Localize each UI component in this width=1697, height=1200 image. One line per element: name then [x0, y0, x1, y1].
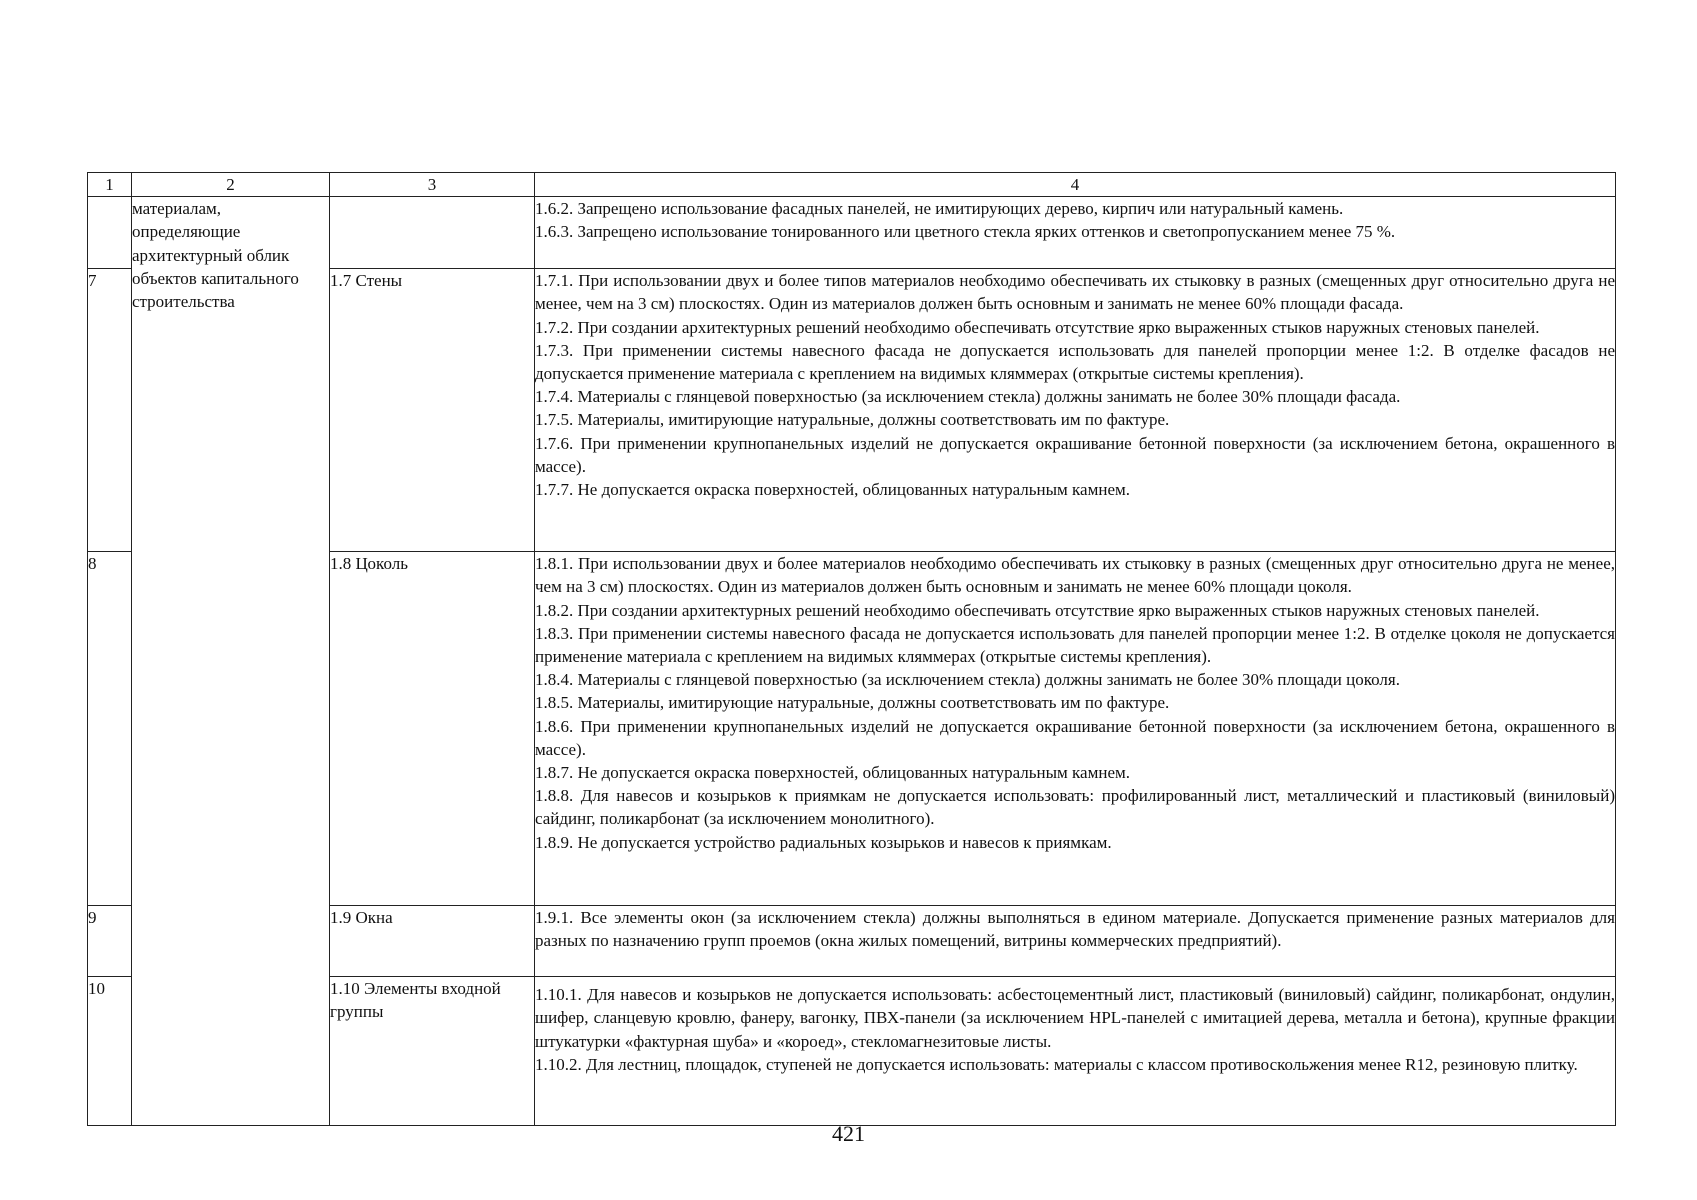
requirement-item: 1.7.5. Материалы, имитирующие натуральные, должны соответствовать им по фактуре. [535, 410, 1170, 430]
row-number: 9 [88, 906, 132, 977]
requirement-item: 1.8.5. Материалы, имитирующие натуральные, должны соответствовать им по фактуре. [535, 693, 1170, 713]
category-cell [132, 197, 330, 1126]
element-name: 1.10 Элементы входной группы [330, 977, 535, 1126]
requirement-item: 1.8.8. Для навесов и козырьков к приямкам не допускается использовать: профилированный лист, металлический и пластиковый (виниловый) сайдинг, поликарбонат (за исключением монолитного). [535, 786, 1615, 829]
element-name [330, 197, 535, 269]
requirement-item: 1.7.6. При применении крупнопанельных изделий не допускается окрашивание бетонной поверхности (за исключением бетона, окрашенного в массе). [535, 433, 1615, 476]
requirements-cell [535, 269, 1616, 552]
header-cell-3: 3 [330, 173, 535, 197]
table-row [88, 197, 1616, 269]
requirement-item: 1.10.1. Для навесов и козырьков не допускается использовать: асбестоцементный лист, пластиковый (виниловый) сайдинг, поликарбонат, ондулин, шифер, сланцевую кровлю, фанеру, вагонку, ПВХ-панели (за исключением HPL-панелей с имитацией дерева, металла и бетона), крупные фракции штукатурки «фактурная шуба» и «короед», стекломагнезитовые листы. [535, 985, 1615, 1051]
row-number [88, 197, 132, 269]
regulations-table [87, 172, 1616, 1126]
row-number: 10 [88, 977, 132, 1126]
element-name: 1.8 Цоколь [330, 552, 535, 906]
header-row [88, 173, 1616, 197]
requirement-item: 1.8.6. При применении крупнопанельных изделий не допускается окрашивание бетонной поверхности (за исключением бетона, окрашенного в массе). [535, 716, 1615, 759]
requirement-item: 1.8.4. Материалы с глянцевой поверхностью (за исключением стекла) должны занимать не более 30% площади цоколя. [535, 670, 1400, 690]
requirements-cell [535, 906, 1616, 977]
requirement-item: 1.7.7. Не допускается окраска поверхностей, облицованных натуральным камнем. [535, 480, 1131, 500]
requirement-item: 1.8.9. Не допускается устройство радиальных козырьков и навесов к приямкам. [535, 832, 1112, 852]
requirement-item: 1.6.3. Запрещено использование тонированного или цветного стекла ярких оттенков и светопропусканием менее 75 %. [535, 222, 1396, 242]
row-number: 7 [88, 269, 132, 552]
requirement-item: 1.8.7. Не допускается окраска поверхностей, облицованных натуральным камнем. [535, 763, 1131, 783]
requirement-item: 1.9.1. Все элементы окон (за исключением стекла) должны выполняться в едином материале. Допускается применение разных материалов для разных по назначению групп проемов (окна жилых помещений, витрины коммерческих предприятий). [535, 908, 1615, 951]
element-name: 1.7 Стены [330, 269, 535, 552]
row-number: 8 [88, 552, 132, 906]
requirement-item: 1.7.1. При использовании двух и более типов материалов необходимо обеспечивать их стыковку в разных (смещенных друг относительно друга не менее, чем на 3 см) плоскостях. Один из материалов должен быть основным и занимать не менее 60% площади фасада. [535, 271, 1615, 314]
requirement-item: 1.8.1. При использовании двух и более материалов необходимо обеспечивать их стыковку в разных (смещенных друг относительно друга не менее, чем на 3 см) плоскостях. Один из материалов должен быть основным и занимать не менее 60% площади цоколя. [535, 554, 1615, 597]
requirement-item: 1.7.2. При создании архитектурных решений необходимо обеспечивать отсутствие ярко выраженных стыков наружных стеновых панелей. [535, 317, 1540, 337]
requirements-cell [535, 977, 1616, 1126]
requirement-item: 1.8.3. При применении системы навесного фасада не допускается использовать для панелей пропорции менее 1:2. В отделке цоколя не допускается применение материала с креплением на видимых кляммерах (открытые системы крепления). [535, 623, 1615, 667]
requirements-cell [535, 197, 1616, 269]
header-cell-1: 1 [88, 173, 132, 197]
requirements-cell [535, 552, 1616, 906]
page-number: 421 [832, 1121, 865, 1146]
category-text: материалам, определяющие архитектурный облик объектов капитального строительства [132, 199, 299, 312]
requirement-item: 1.7.4. Материалы с глянцевой поверхностью (за исключением стекла) должны занимать не более 30% площади фасада. [535, 387, 1401, 407]
requirement-item: 1.10.2. Для лестниц, площадок, ступеней не допускается использовать: материалы с классом противоскольжения менее R12, резиновую плитку. [535, 1054, 1578, 1074]
requirement-item: 1.8.2. При создании архитектурных решений необходимо обеспечивать отсутствие ярко выраженных стыков наружных стеновых панелей. [535, 600, 1540, 620]
header-cell-2: 2 [132, 173, 330, 197]
header-cell-4: 4 [535, 173, 1616, 197]
requirement-item: 1.7.3. При применении системы навесного фасада не допускается использовать для панелей пропорции менее 1:2. В отделке фасадов не допускается применение материала с креплением на видимых кляммерах (открытые системы крепления). [535, 340, 1615, 384]
requirement-item: 1.6.2. Запрещено использование фасадных панелей, не имитирующих дерево, кирпич или натуральный камень. [535, 199, 1344, 219]
element-name: 1.9 Окна [330, 906, 535, 977]
